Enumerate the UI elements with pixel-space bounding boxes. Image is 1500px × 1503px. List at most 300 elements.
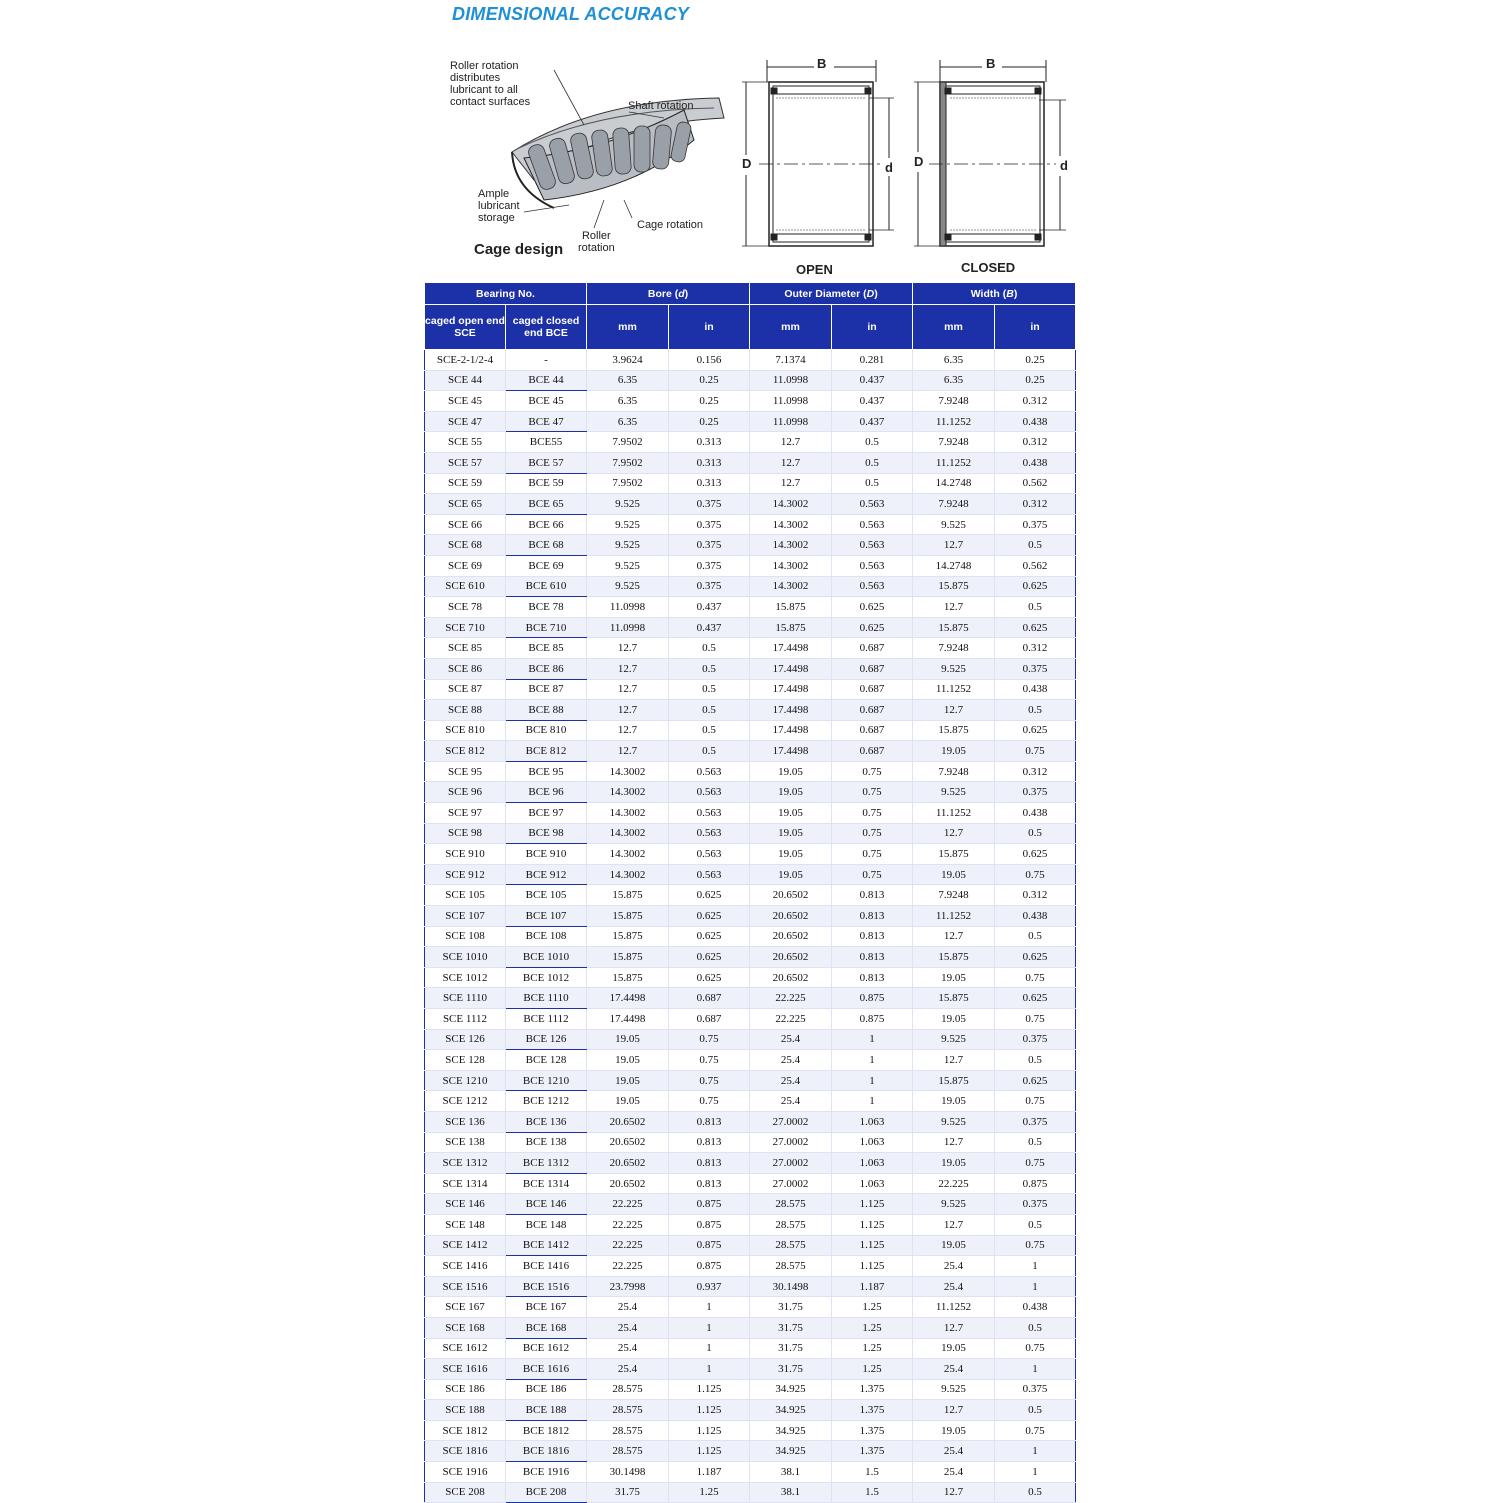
table-cell: 7.1374 (750, 350, 832, 371)
table-cell: 0.625 (995, 576, 1076, 597)
table-row (425, 1317, 1076, 1338)
table-cell: SCE 208 (425, 1482, 506, 1503)
table-row (425, 1091, 1076, 1112)
table-cell: 0.375 (669, 576, 750, 597)
table-row (425, 947, 1076, 968)
table-cell: 0.25 (669, 370, 750, 391)
table-row (425, 350, 1076, 371)
table-cell: 19.05 (913, 1420, 995, 1441)
table-cell: BCE 710 (506, 617, 587, 638)
table-cell: 0.438 (995, 1297, 1076, 1318)
table-cell: SCE 168 (425, 1317, 506, 1338)
table-cell: 9.525 (913, 658, 995, 679)
table-cell: 0.438 (995, 679, 1076, 700)
subheader-width-mm: mm (913, 305, 995, 350)
table-cell: SCE 1612 (425, 1338, 506, 1359)
table-cell: 0.5 (669, 679, 750, 700)
table-cell: 14.3002 (587, 844, 669, 865)
subheader-width-in: in (995, 305, 1076, 350)
label-roller-distributes (450, 60, 530, 108)
table-cell: 25.4 (587, 1317, 669, 1338)
table-cell: 14.3002 (750, 494, 832, 515)
table-cell: 1 (669, 1317, 750, 1338)
table-cell: 1.125 (832, 1194, 913, 1215)
table-row (425, 494, 1076, 515)
table-cell: 12.7 (587, 720, 669, 741)
table-cell: 0.625 (832, 597, 913, 618)
table-cell: 1.5 (832, 1482, 913, 1503)
table-cell: 15.875 (913, 576, 995, 597)
table-cell: 11.0998 (750, 391, 832, 412)
table-cell: SCE 136 (425, 1111, 506, 1132)
table-row (425, 967, 1076, 988)
table-cell: BCE 1010 (506, 947, 587, 968)
table-cell: SCE 85 (425, 638, 506, 659)
dimension-table (424, 282, 1076, 1503)
table-row (425, 803, 1076, 824)
table-cell: SCE 98 (425, 823, 506, 844)
table-cell: 9.525 (913, 1194, 995, 1215)
table-cell: 20.6502 (587, 1173, 669, 1194)
table-cell: SCE 1916 (425, 1462, 506, 1483)
table-cell: 0.625 (995, 1070, 1076, 1091)
table-cell: BCE 1612 (506, 1338, 587, 1359)
table-cell: 12.7 (913, 823, 995, 844)
closed-d-bore-label: d (1060, 158, 1068, 173)
table-cell: 19.05 (913, 1153, 995, 1174)
table-cell: 0.438 (995, 906, 1076, 927)
label-line: Ample (478, 188, 510, 200)
table-cell: 1 (832, 1029, 913, 1050)
table-cell: 6.35 (913, 350, 995, 371)
table-cell: 0.563 (832, 555, 913, 576)
table-cell: 15.875 (913, 720, 995, 741)
table-cell: 3.9624 (587, 350, 669, 371)
label-ample-lubricant (478, 188, 520, 224)
table-cell: 0.5 (832, 432, 913, 453)
table-cell: 0.5 (995, 1482, 1076, 1503)
table-cell: 0.625 (995, 617, 1076, 638)
table-cell: 20.6502 (750, 947, 832, 968)
table-cell: 11.1252 (913, 452, 995, 473)
table-cell: BCE 910 (506, 844, 587, 865)
table-row (425, 720, 1076, 741)
table-row (425, 741, 1076, 762)
table-cell: 9.525 (587, 494, 669, 515)
header-width: Width (B) (913, 283, 1076, 305)
table-cell: 14.3002 (587, 782, 669, 803)
table-cell: BCE 65 (506, 494, 587, 515)
table-cell: BCE 59 (506, 473, 587, 494)
table-cell: 0.5 (832, 452, 913, 473)
table-cell: 0.312 (995, 885, 1076, 906)
table-cell: SCE 710 (425, 617, 506, 638)
table-cell: 0.375 (995, 1194, 1076, 1215)
table-cell: 0.75 (995, 1420, 1076, 1441)
label-line: Roller (581, 230, 611, 242)
table-cell: 22.225 (587, 1235, 669, 1256)
table-cell: 12.7 (913, 597, 995, 618)
table-cell: 12.7 (587, 638, 669, 659)
table-cell: SCE 167 (425, 1297, 506, 1318)
table-cell: 0.813 (832, 947, 913, 968)
table-cell: - (506, 350, 587, 371)
table-cell: 0.312 (995, 432, 1076, 453)
table-cell: 0.437 (832, 391, 913, 412)
table-cell: 0.625 (832, 617, 913, 638)
table-cell: 0.625 (669, 926, 750, 947)
open-d-outer-label: D (742, 156, 752, 171)
table-cell: 1 (832, 1050, 913, 1071)
table-row (425, 1441, 1076, 1462)
table-cell: BCE 1314 (506, 1173, 587, 1194)
table-cell: SCE 910 (425, 844, 506, 865)
table-cell: 23.7998 (587, 1276, 669, 1297)
table-cell: 15.875 (587, 926, 669, 947)
table-cell: BCE 88 (506, 700, 587, 721)
label-line: storage (478, 212, 515, 224)
table-cell: 0.563 (669, 761, 750, 782)
table-cell: 20.6502 (750, 967, 832, 988)
table-cell: 14.3002 (750, 535, 832, 556)
table-cell: SCE 45 (425, 391, 506, 412)
table-cell: 1.125 (669, 1441, 750, 1462)
table-cell: 28.575 (587, 1379, 669, 1400)
table-cell: 6.35 (913, 370, 995, 391)
table-cell: 1.063 (832, 1173, 913, 1194)
table-cell: 25.4 (750, 1070, 832, 1091)
open-label: OPEN (796, 262, 833, 277)
table-cell: 14.3002 (587, 761, 669, 782)
table-cell: SCE 87 (425, 679, 506, 700)
table-cell: SCE 148 (425, 1214, 506, 1235)
table-cell: 12.7 (913, 700, 995, 721)
table-cell: 38.1 (750, 1462, 832, 1483)
table-cell: 1.063 (832, 1153, 913, 1174)
table-cell: 30.1498 (750, 1276, 832, 1297)
table-cell: 0.75 (995, 1009, 1076, 1030)
table-row (425, 514, 1076, 535)
table-cell: 1.125 (669, 1400, 750, 1421)
table-cell: BCE 98 (506, 823, 587, 844)
table-cell: SCE 912 (425, 864, 506, 885)
table-cell: SCE 69 (425, 555, 506, 576)
table-cell: 14.2748 (913, 555, 995, 576)
table-cell: 0.5 (995, 535, 1076, 556)
table-cell: 12.7 (913, 1132, 995, 1153)
table-cell: 1.25 (832, 1338, 913, 1359)
table-cell: 0.75 (669, 1070, 750, 1091)
table-cell: 19.05 (587, 1091, 669, 1112)
table-cell: 38.1 (750, 1482, 832, 1503)
table-cell: 0.156 (669, 350, 750, 371)
table-cell: 17.4498 (750, 720, 832, 741)
table-cell: 0.5 (995, 1050, 1076, 1071)
table-cell: SCE 1012 (425, 967, 506, 988)
table-cell: 0.625 (995, 988, 1076, 1009)
table-cell: 20.6502 (587, 1153, 669, 1174)
table-cell: BCE 105 (506, 885, 587, 906)
page-title: DIMENSIONAL ACCURACY (452, 4, 690, 24)
table-cell: 1.375 (832, 1400, 913, 1421)
table-cell: 15.875 (913, 844, 995, 865)
table-row (425, 679, 1076, 700)
table-cell: 12.7 (913, 535, 995, 556)
table-cell: 22.225 (587, 1214, 669, 1235)
table-cell: 0.5 (995, 1317, 1076, 1338)
table-cell: 17.4498 (587, 988, 669, 1009)
table-cell: SCE 146 (425, 1194, 506, 1215)
table-cell: 28.575 (750, 1214, 832, 1235)
table-row (425, 988, 1076, 1009)
table-row (425, 1070, 1076, 1091)
table-cell: 11.0998 (587, 617, 669, 638)
table-row (425, 391, 1076, 412)
table-cell: 0.5 (669, 700, 750, 721)
table-cell: 25.4 (750, 1050, 832, 1071)
subheader-open-sce: caged open end SCE (425, 305, 506, 350)
table-cell: 28.575 (750, 1194, 832, 1215)
table-cell: 0.875 (669, 1194, 750, 1215)
table-cell: 20.6502 (750, 906, 832, 927)
table-cell: BCE 186 (506, 1379, 587, 1400)
table-cell: SCE 88 (425, 700, 506, 721)
table-cell: 0.562 (995, 473, 1076, 494)
table-cell: 0.75 (832, 864, 913, 885)
table-cell: 12.7 (587, 658, 669, 679)
table-cell: 0.563 (669, 782, 750, 803)
table-cell: BCE 1412 (506, 1235, 587, 1256)
table-cell: 34.925 (750, 1441, 832, 1462)
table-cell: 11.1252 (913, 803, 995, 824)
table-cell: 0.625 (995, 844, 1076, 865)
table-cell: 0.5 (995, 926, 1076, 947)
table-cell: 7.9248 (913, 761, 995, 782)
table-cell: 0.375 (995, 1029, 1076, 1050)
table-cell: 9.525 (913, 514, 995, 535)
table-cell: 22.225 (587, 1194, 669, 1215)
table-cell: 1.25 (832, 1297, 913, 1318)
table-cell: 0.687 (832, 700, 913, 721)
table-cell: 0.625 (995, 720, 1076, 741)
table-cell: 15.875 (913, 947, 995, 968)
table-cell: SCE 1112 (425, 1009, 506, 1030)
table-cell: SCE 1816 (425, 1441, 506, 1462)
subheader-od-mm: mm (750, 305, 832, 350)
table-cell: SCE 105 (425, 885, 506, 906)
table-cell: 0.813 (669, 1132, 750, 1153)
table-cell: 1 (995, 1276, 1076, 1297)
table-cell: SCE 810 (425, 720, 506, 741)
table-cell: BCE 1210 (506, 1070, 587, 1091)
table-cell: 28.575 (587, 1420, 669, 1441)
table-cell: 0.75 (832, 844, 913, 865)
table-cell: BCE 610 (506, 576, 587, 597)
table-cell: 15.875 (913, 617, 995, 638)
table-cell: 20.6502 (587, 1111, 669, 1132)
table-cell: BCE 1916 (506, 1462, 587, 1483)
table-cell: 0.375 (995, 658, 1076, 679)
table-cell: BCE 44 (506, 370, 587, 391)
table-cell: 0.75 (669, 1029, 750, 1050)
table-cell: BCE 57 (506, 452, 587, 473)
table-cell: SCE 1416 (425, 1256, 506, 1277)
table-cell: 19.05 (913, 1009, 995, 1030)
label-cage-rotation: Cage rotation (637, 219, 704, 231)
label-line: Roller rotation (450, 60, 519, 72)
table-cell: 0.438 (995, 452, 1076, 473)
table-cell: 20.6502 (587, 1132, 669, 1153)
table-cell: 9.525 (913, 1111, 995, 1132)
table-cell: 0.5 (669, 720, 750, 741)
table-cell: 7.9248 (913, 391, 995, 412)
table-cell: 17.4498 (750, 658, 832, 679)
table-cell: 0.437 (832, 411, 913, 432)
table-cell: 17.4498 (750, 679, 832, 700)
table-cell: 0.625 (995, 947, 1076, 968)
table-cell: 9.525 (587, 535, 669, 556)
table-cell: 0.875 (832, 988, 913, 1009)
table-cell: SCE 1412 (425, 1235, 506, 1256)
table-cell: 19.05 (587, 1050, 669, 1071)
table-cell: 0.813 (669, 1173, 750, 1194)
table-cell: SCE 1210 (425, 1070, 506, 1091)
header-bearing-no: Bearing No. (425, 283, 587, 305)
table-row (425, 864, 1076, 885)
table-cell: 14.3002 (750, 514, 832, 535)
bearing-figure (424, 40, 1076, 282)
table-cell: 19.05 (750, 782, 832, 803)
table-cell: SCE 1110 (425, 988, 506, 1009)
table-cell: BCE 138 (506, 1132, 587, 1153)
table-cell: 19.05 (587, 1029, 669, 1050)
table-cell: 0.375 (995, 1111, 1076, 1132)
table-cell: 25.4 (587, 1297, 669, 1318)
table-cell: SCE 65 (425, 494, 506, 515)
subheader-closed-bce: caged closed end BCE (506, 305, 587, 350)
table-cell: 7.9248 (913, 638, 995, 659)
table-row (425, 1173, 1076, 1194)
table-cell: 12.7 (587, 679, 669, 700)
table-cell: 27.0002 (750, 1153, 832, 1174)
table-cell: 0.75 (995, 741, 1076, 762)
table-row (425, 1194, 1076, 1215)
table-cell: 0.563 (669, 803, 750, 824)
table-cell: BCE 148 (506, 1214, 587, 1235)
table-cell: 12.7 (587, 741, 669, 762)
cage-illustration (512, 70, 724, 228)
table-cell: BCE 136 (506, 1111, 587, 1132)
table-row (425, 617, 1076, 638)
table-row (425, 1132, 1076, 1153)
table-cell: SCE 47 (425, 411, 506, 432)
table-cell: 11.0998 (750, 411, 832, 432)
table-cell: 11.1252 (913, 906, 995, 927)
table-cell: 0.375 (669, 514, 750, 535)
table-cell: 0.563 (832, 494, 913, 515)
table-cell: 0.438 (995, 411, 1076, 432)
header-sub-row (425, 305, 1076, 350)
table-cell: SCE 59 (425, 473, 506, 494)
table-row (425, 906, 1076, 927)
table-cell: 14.3002 (750, 576, 832, 597)
table-cell: 17.4498 (587, 1009, 669, 1030)
table-cell: 1.5 (832, 1462, 913, 1483)
table-cell: BCE 87 (506, 679, 587, 700)
table-cell: 1.125 (832, 1214, 913, 1235)
table-cell: BCE 912 (506, 864, 587, 885)
table-row (425, 1359, 1076, 1380)
label-shaft-rotation: Shaft rotation (628, 100, 694, 112)
table-cell: 25.4 (913, 1359, 995, 1380)
table-cell: 0.625 (669, 947, 750, 968)
table-cell: 11.1252 (913, 411, 995, 432)
table-cell: 11.0998 (750, 370, 832, 391)
table-cell: 1 (995, 1256, 1076, 1277)
header-outer-diameter: Outer Diameter (D) (750, 283, 913, 305)
table-cell: 1 (832, 1091, 913, 1112)
table-cell: 1 (669, 1359, 750, 1380)
table-cell: 0.75 (669, 1050, 750, 1071)
table-row (425, 432, 1076, 453)
table-cell: 27.0002 (750, 1132, 832, 1153)
closed-bearing-drawing (914, 56, 1066, 246)
open-d-bore-label: d (885, 160, 893, 175)
table-row (425, 452, 1076, 473)
table-row (425, 576, 1076, 597)
table-cell: 0.562 (995, 555, 1076, 576)
table-row (425, 761, 1076, 782)
table-cell: 7.9502 (587, 452, 669, 473)
table-cell: 1 (995, 1462, 1076, 1483)
label-roller-rotation (578, 230, 615, 254)
table-cell: 9.525 (587, 576, 669, 597)
table-row (425, 885, 1076, 906)
table-row (425, 638, 1076, 659)
table-cell: BCE 85 (506, 638, 587, 659)
table-cell: 0.312 (995, 391, 1076, 412)
table-cell: 12.7 (750, 473, 832, 494)
table-cell: BCE 95 (506, 761, 587, 782)
table-cell: SCE 126 (425, 1029, 506, 1050)
table-cell: SCE 86 (425, 658, 506, 679)
table-cell: 14.3002 (587, 823, 669, 844)
table-cell: 0.5 (995, 1400, 1076, 1421)
table-row (425, 782, 1076, 803)
table-cell: 19.05 (750, 761, 832, 782)
table-cell: 0.437 (669, 597, 750, 618)
table-cell: 0.313 (669, 473, 750, 494)
table-row (425, 823, 1076, 844)
table-cell: 0.375 (995, 514, 1076, 535)
table-cell: 0.312 (995, 638, 1076, 659)
table-cell: BCE 812 (506, 741, 587, 762)
table-cell: 1.187 (669, 1462, 750, 1483)
table-cell: 1.063 (832, 1111, 913, 1132)
table-cell: BCE 188 (506, 1400, 587, 1421)
table-cell: 25.4 (913, 1256, 995, 1277)
table-cell: 0.375 (669, 535, 750, 556)
table-cell: 19.05 (750, 844, 832, 865)
table-cell: SCE 1314 (425, 1173, 506, 1194)
table-cell: 0.687 (832, 720, 913, 741)
table-cell: 31.75 (750, 1317, 832, 1338)
table-row (425, 370, 1076, 391)
table-cell: SCE 78 (425, 597, 506, 618)
table-row (425, 1379, 1076, 1400)
table-cell: 0.563 (669, 864, 750, 885)
table-cell: 0.75 (995, 1235, 1076, 1256)
